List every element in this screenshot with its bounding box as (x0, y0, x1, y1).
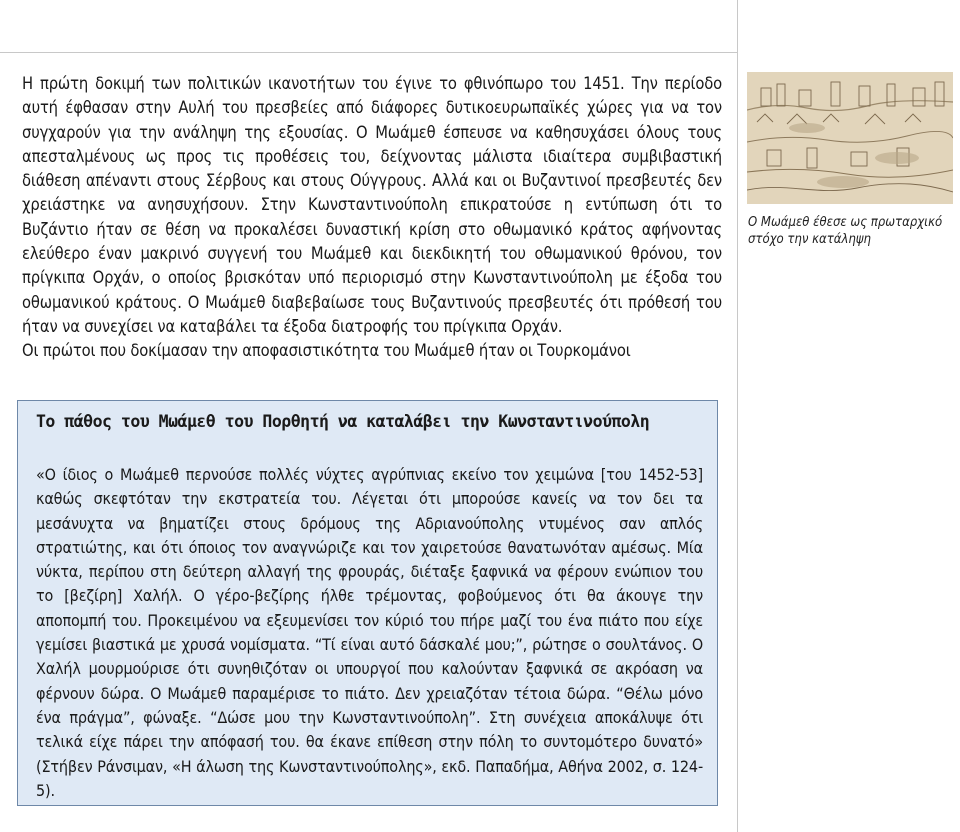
quote-box (17, 400, 718, 806)
column-divider (737, 0, 738, 832)
box-quote-text: «Ο ίδιος ο Μωάμεθ περνούσε πολλές νύχτες αγρύπνιας εκείνο τον χειμώνα [του 1452-53] καθώς σκεφτόταν την εκστρατεία του. Λέγεται ότι μπορούσε κανείς να τον δει τα μεσάνυχτα να βηματίζει στους δρόμους της Αδριανούπολης ντυμένος σαν απλός στρατιώτης, και ότι όποιος τον αναγνώριζε και τον χαιρετούσε θανατωνόταν αμέσως. Μία νύκτα, περίπου στη δεύτερη αλλαγή της φρουράς, διέταξε ξαφνικά να φέρουν ενώπιον του το [βεζίρη] Χαλήλ. Ο γέρο-βεζίρης ήλθε τρέμοντας, φοβούμενος ότι θα άκουγε την αποπομπή του. Προκειμένου να εξευμενίσει τον κύριό του πήρε μαζί του ένα πιάτο που είχε γεμίσει βιαστικά με χρυσά νομίσματα. “Τί είναι αυτό δάσκαλέ μου;”, ρώτησε ο σουλτάνος. Ο Χαλήλ μουρμούρισε ότι συνηθιζόταν οι υπουργοί που καλούνταν ξαφνικά σε ακρόαση να φέρνουν δώρα. Ο Μωάμεθ παραμέρισε το πιάτο. Δεν χρειαζόταν τέτοια δώρα. “Θέλω μόνο ένα πράγμα”, φώναξε. “Δώσε μου την Κωνσταντινούπολη”. Στη συνέχεια αποκάλυψε ότι τελικά είχε πάρει την απόφασή του. θα έκανε επίθεση στην πόλη το συντομότερο δυνατό» (Στήβεν Ράνσιμαν, «Η άλωση της Κωνσταντινούπολης», εκδ. Παπαδήμα, Αθήνα 2002, σ. 124-5). (36, 465, 703, 800)
header-rule (0, 52, 737, 53)
illustration-sketch (747, 72, 953, 204)
box-title: Το πάθος του Μωάμεθ του Πορθητή να καταλάβει την Κωνσταντινούπολη (36, 412, 650, 431)
box-body (36, 463, 703, 803)
main-paragraph-continuation: Οι πρώτοι που δοκίμασαν την αποφασιστικότητα του Μωάμεθ ήταν οι Τουρκομάνοι (22, 341, 631, 361)
figure-caption: Ο Μωάμεθ έθεσε ως πρωταρχικό στόχο την κατάληψη (748, 215, 943, 247)
historical-illustration (747, 72, 953, 204)
main-paragraph: Η πρώτη δοκιμή των πολιτικών ικανοτήτων του έγινε το φθινόπωρο του 1451. Την περίοδο αυτή έφθασαν στην Αυλή του πρεσβείες από διάφορες δυτικοευρωπαϊκές χώρες για να τον συγχαρούν για την ανάληψη της εξουσίας. Ο Μωάμεθ έσπευσε να καθησυχάσει όλους τους απεσταλμένους ως προς τις προθέσεις του, δείχνοντας μάλιστα ιδιαίτερα συμβιβαστική διάθεση απέναντι στους Σέρβους και στους Ούγγρους. Αλλά και οι Βυζαντινοί πρεσβευτές δεν χρειάστηκε να ανησυχήσουν. Στην Κωνσταντινούπολη επικρατούσε η εντύπωση ότι το Βυζάντιο ήταν σε θέση να προκαλέσει δυναστική κρίση στο οθωμανικό κράτος αφήνοντας ελεύθερο έναν μακρινό συγγενή του Μωάμεθ και διεκδικητή του οθωμανικού θρόνου, τον πρίγκιπα Ορχάν, ο οποίος βρισκόταν υπό περιορισμό στην Κωνσταντινούπολη με έξοδα του οθωμανικού κράτους. Ο Μωάμεθ διαβεβαίωσε τους Βυζαντινούς πρεσβευτές ότι πρόθεσή του ήταν να συνεχίσει να καταβάλει τα έξοδα διατροφής του πρίγκιπα Ορχάν. (22, 74, 722, 336)
main-text-column (22, 72, 722, 364)
